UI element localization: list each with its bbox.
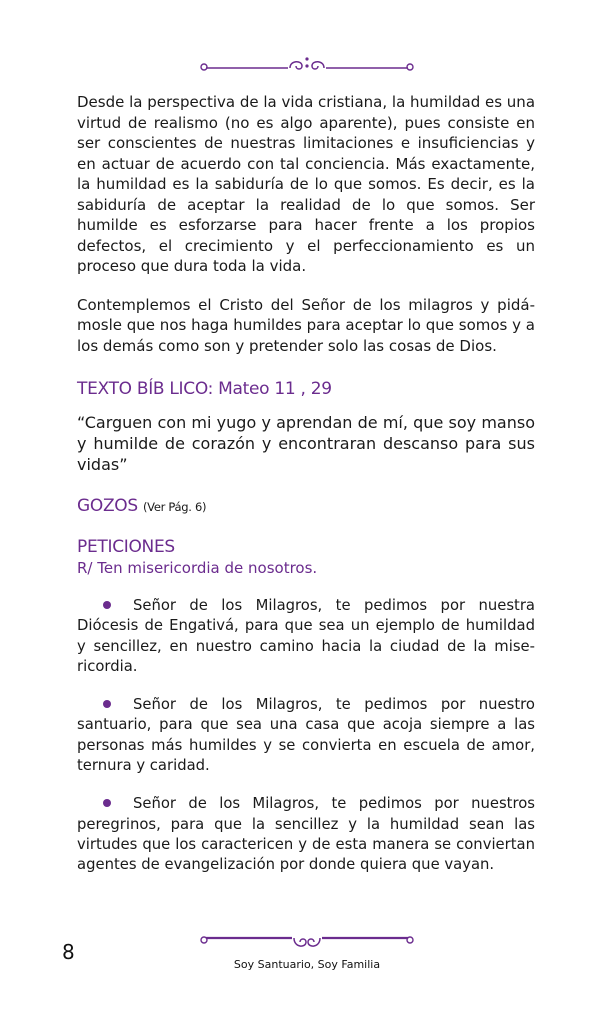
petition-item <box>77 695 535 776</box>
gozos-page-reference: (Ver Pág. 6) <box>142 500 207 514</box>
gozos-heading <box>77 495 535 518</box>
petition-text: Señor de los Milagros, te pedimos por nuestra Diócesis de Engativá, para que sea un ejemplo de humildad y sencillez, en nuestro camino hacia la ciudad de la misericordia. <box>77 597 535 675</box>
petitions-heading: PETICIONES <box>77 537 175 557</box>
footer-text: Soy Santuario, Soy Familia <box>233 958 381 971</box>
page-content <box>77 92 535 876</box>
top-ornament-divider <box>198 54 416 76</box>
biblical-quote: “Carguen con mi yugo y aprendan de mí, que soy manso y humilde de corazón y encontraran descanso para sus vidas” <box>77 413 535 474</box>
contemplation-paragraph: Contemplemos el Cristo del Señor de los milagros y pidámosle que nos haga humildes para aceptar lo que somos y a los demás como son y pretender solo las cosas de Dios. <box>77 295 535 355</box>
petition-text: Señor de los Milagros, te pedimos por nuestro santuario, para que sea una casa que acoja siempre a las personas más humildes y se convierta en escuela de amor, ternura y caridad. <box>77 696 535 775</box>
intro-paragraph: Desde la perspectiva de la vida cristiana, la humildad es una virtud de realismo (no es algo aparente), pues consiste en ser conscientes de nuestras limitaciones e insuficiencias y en actuar de acuerdo con tal conciencia. Más exactamente, la humildad es la sabiduría de lo que somos. Es decir, es la sabiduría de aceptar la realidad de lo que somos. Ser humilde es esforzarse para hacer frente a los propios defectos, el crecimiento y el perfeccionamiento es un proceso que dura toda la vida. <box>77 93 536 275</box>
bullet-icon <box>103 799 111 807</box>
petition-item <box>77 794 535 875</box>
petitions-response: R/ Ten misericordia de nosotros. <box>77 559 318 577</box>
bottom-ornament-divider <box>198 930 416 952</box>
biblical-text-heading: TEXTO BÍB LICO: Mateo 11 , 29 <box>77 379 332 399</box>
petition-text: Señor de los Milagros, te pedimos por nuestros peregrinos, para que la sencillez y la humildad sean las virtudes que los caractericen y de esta manera se conviertan agentes de evangelización por donde quiera que vayan. <box>77 795 535 874</box>
page-number: 8 <box>62 940 75 964</box>
gozos-title: GOZOS <box>77 496 138 516</box>
petition-item <box>77 596 535 677</box>
bullet-icon <box>103 700 111 708</box>
bullet-icon <box>103 601 111 609</box>
